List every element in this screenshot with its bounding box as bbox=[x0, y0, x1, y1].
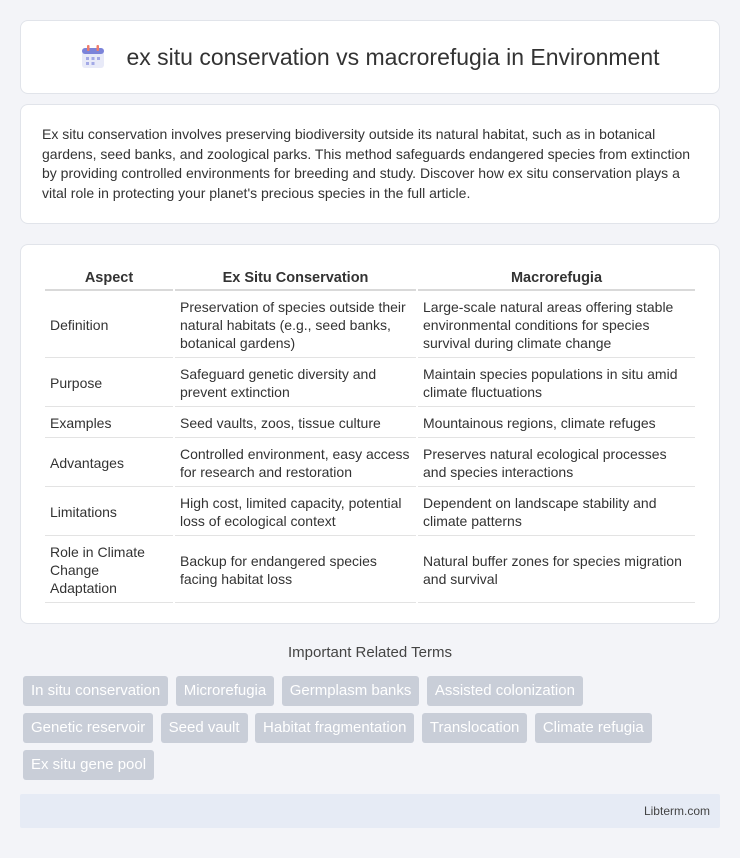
tag-genetic-reservoir[interactable]: Genetic reservoir bbox=[23, 713, 153, 743]
row-ex-situ: Seed vaults, zoos, tissue culture bbox=[175, 409, 416, 438]
table-row bbox=[45, 409, 695, 438]
tag-habitat-fragmentation[interactable]: Habitat fragmentation bbox=[255, 713, 414, 743]
row-aspect: Role in Climate Change Adaptation bbox=[45, 538, 173, 603]
tag-ex-situ-gene-pool[interactable]: Ex situ gene pool bbox=[23, 750, 154, 780]
comparison-table bbox=[43, 265, 697, 605]
footer bbox=[20, 794, 720, 828]
related-tags bbox=[23, 676, 723, 787]
row-macrorefugia: Preserves natural ecological processes and species interactions bbox=[418, 440, 695, 487]
tag-in-situ-conservation[interactable]: In situ conservation bbox=[23, 676, 168, 706]
related-terms-title: Important Related Terms bbox=[288, 644, 452, 661]
row-macrorefugia: Mountainous regions, climate refuges bbox=[418, 409, 695, 438]
table-row bbox=[45, 538, 695, 603]
row-aspect: Advantages bbox=[45, 440, 173, 487]
tag-assisted-colonization[interactable]: Assisted colonization bbox=[427, 676, 583, 706]
header-ex-situ: Ex Situ Conservation bbox=[175, 267, 416, 291]
intro-card bbox=[20, 104, 720, 224]
row-ex-situ: Controlled environment, easy access for research and restoration bbox=[175, 440, 416, 487]
header-aspect: Aspect bbox=[45, 267, 173, 291]
tag-translocation[interactable]: Translocation bbox=[422, 713, 528, 743]
row-macrorefugia: Dependent on landscape stability and climate patterns bbox=[418, 489, 695, 536]
row-macrorefugia: Natural buffer zones for species migration and survival bbox=[418, 538, 695, 603]
tag-germplasm-banks[interactable]: Germplasm banks bbox=[282, 676, 420, 706]
row-ex-situ: Backup for endangered species facing habitat loss bbox=[175, 538, 416, 603]
row-ex-situ: Safeguard genetic diversity and prevent extinction bbox=[175, 360, 416, 407]
tag-climate-refugia[interactable]: Climate refugia bbox=[535, 713, 652, 743]
table-row bbox=[45, 293, 695, 358]
table-row bbox=[45, 440, 695, 487]
table-header-row bbox=[45, 267, 695, 291]
row-macrorefugia: Large-scale natural areas offering stable environmental conditions for species survival during climate change bbox=[418, 293, 695, 358]
row-aspect: Definition bbox=[45, 293, 173, 358]
calendar-icon bbox=[80, 44, 106, 70]
table-row bbox=[45, 360, 695, 407]
tag-microrefugia[interactable]: Microrefugia bbox=[176, 676, 275, 706]
table-row bbox=[45, 489, 695, 536]
tag-seed-vault[interactable]: Seed vault bbox=[161, 713, 248, 743]
intro-text: Ex situ conservation involves preserving biodiversity outside its natural habitat, such as in botanical gardens, seed banks, and zoological parks. This method safeguards endangered species from extinction by providing controlled environments for breeding and study. Discover how ex situ conservation plays a vital role in protecting your planet's precious species in the full article. bbox=[42, 126, 691, 201]
row-ex-situ: Preservation of species outside their natural habitats (e.g., seed banks, botanical gardens) bbox=[175, 293, 416, 358]
header-macrorefugia: Macrorefugia bbox=[418, 267, 695, 291]
footer-site-link[interactable]: Libterm.com bbox=[643, 804, 710, 818]
row-aspect: Limitations bbox=[45, 489, 173, 536]
row-macrorefugia: Maintain species populations in situ amid climate fluctuations bbox=[418, 360, 695, 407]
row-aspect: Purpose bbox=[45, 360, 173, 407]
row-ex-situ: High cost, limited capacity, potential loss of ecological context bbox=[175, 489, 416, 536]
page-title: ex situ conservation vs macrorefugia in Environment bbox=[126, 43, 660, 70]
comparison-table-card bbox=[20, 244, 720, 624]
header-inner bbox=[80, 44, 659, 71]
row-aspect: Examples bbox=[45, 409, 173, 438]
header-card bbox=[20, 20, 720, 94]
